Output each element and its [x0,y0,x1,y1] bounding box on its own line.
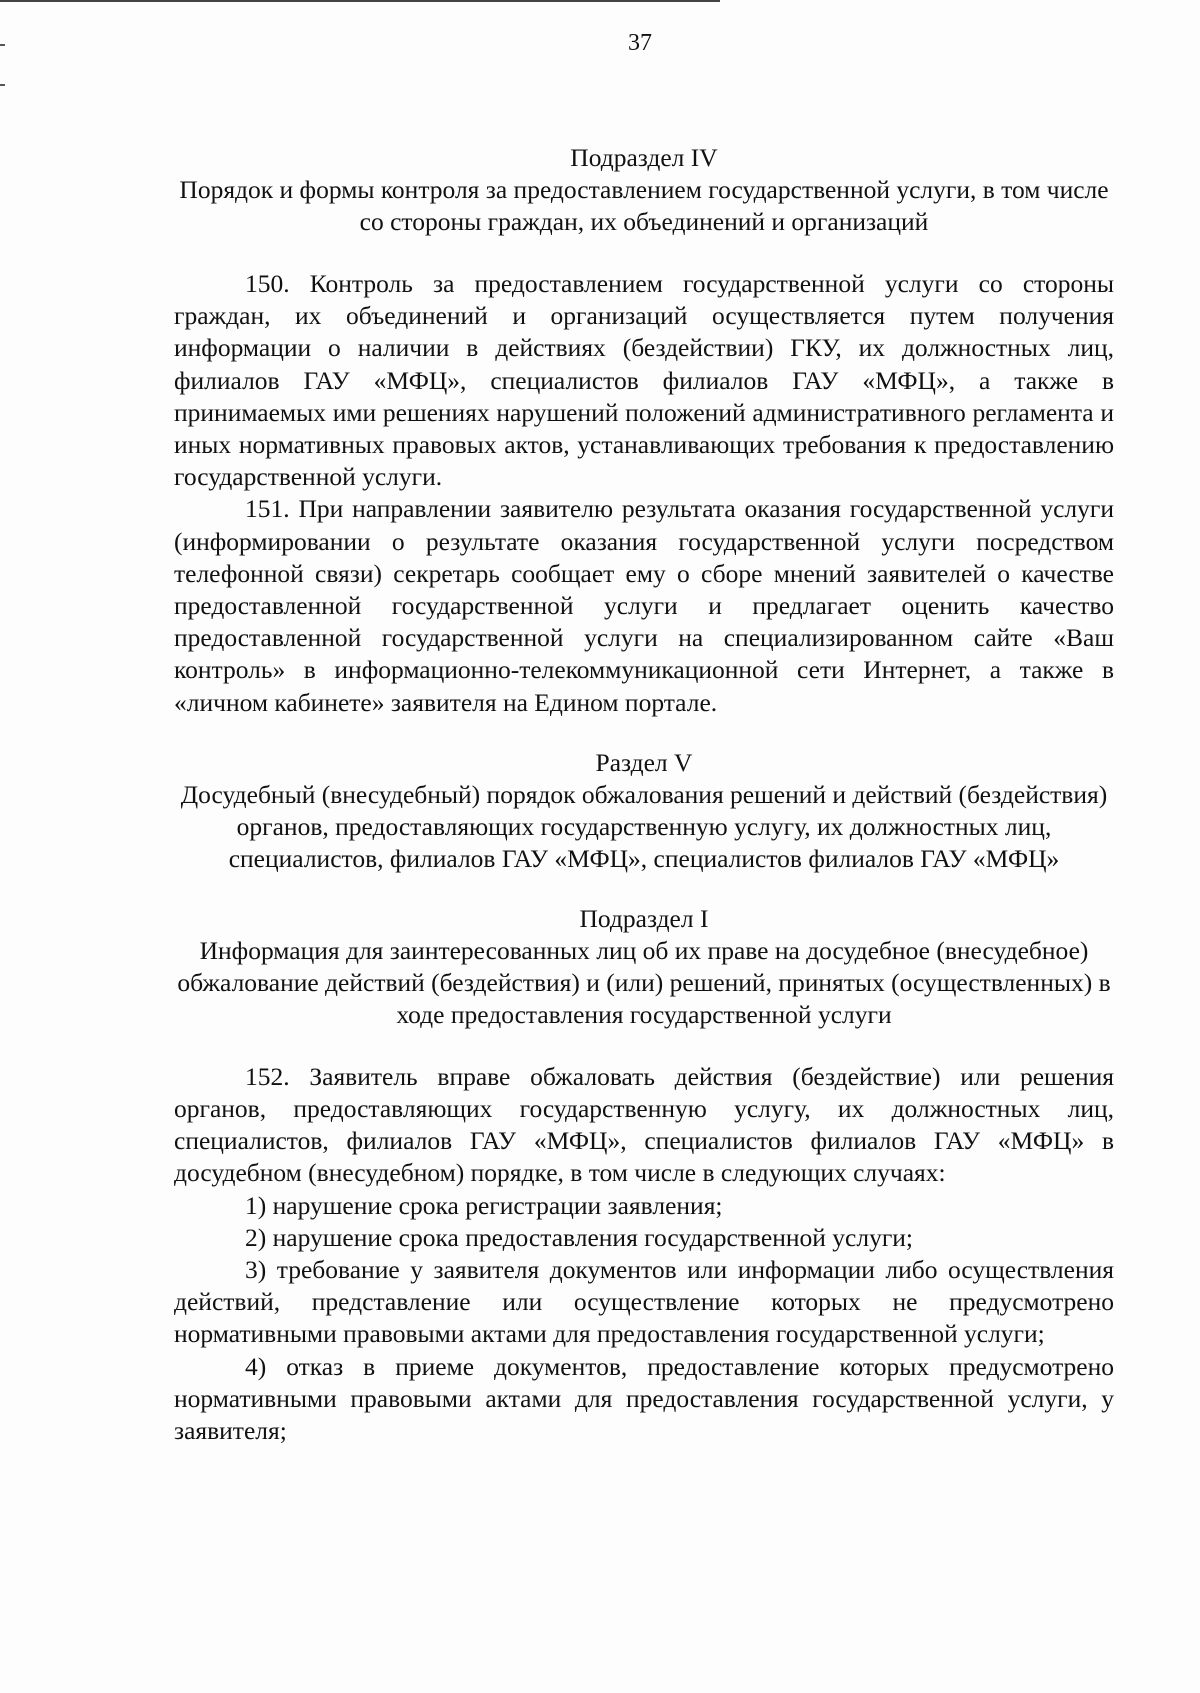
subsection-i-label: Подраздел I [579,903,709,933]
list-item-3: 3) требование у заявителя документов или информации либо осуществления действий, представление или осуществление которых не предусмотрено нормативными правовыми актами для предоставления государственной услуги; [174,1255,1114,1349]
page-number: 37 [628,30,652,56]
paragraph-151: 151. При направлении заявителю результата оказания государственной услуги (информировании о результате оказания государственной услуги посредством телефонной связи) секретарь сообщает ему о сборе мнений заявителей о качестве предоставленной государственной услуги и предлагает оценить качество предоставленной государственной услуги на специализированном сайте «Ваш контроль» в информационно-телекоммуникационной сети Интернет, а также в «личном кабинете» заявителя на Едином портале. [174,494,1114,717]
subsection-iv-label: Подраздел IV [570,143,718,172]
scan-edge-mark [0,84,5,86]
list-item-2: 2) нарушение срока предоставления государственной услуги; [245,1222,914,1252]
paragraph-152: 152. Заявитель вправе обжаловать действия (бездействие) или решения органов, предоставляющих государственную услугу, их должностных лиц, специалистов, филиалов ГАУ «МФЦ», специалистов филиалов ГАУ «МФЦ» в досудебном (внесудебном) порядке, в том числе в следующих случаях: [174,1061,1114,1188]
list-item-1: 1) нарушение срока регистрации заявления; [245,1190,723,1220]
list-item-4: 4) отказ в приеме документов, предоставление которых предусмотрено нормативными правовыми актами для предоставления государственной услуги, у заявителя; [174,1351,1114,1446]
subsection-iv-title: Порядок и формы контроля за предоставлением государственной услуги, в том числе со стороны граждан, их объединений и организаций [179,175,1109,236]
section-v-title: Досудебный (внесудебный) порядок обжалования решений и действий (бездействия) органов, предоставляющих государственную услугу, их должностных лиц, специалистов, филиалов ГАУ «МФЦ», специалистов филиалов ГАУ «МФЦ» [180,779,1108,873]
section-v-heading [174,747,1114,875]
subsection-iv-heading [174,142,1114,238]
subsection-i-heading [174,903,1114,1031]
section-v-label: Раздел V [595,747,693,777]
document-body [174,142,1114,1447]
scan-top-rule [0,0,720,2]
subsection-i-title: Информация для заинтересованных лиц об их праве на досудебное (внесудебное) обжалование действий (бездействия) и (или) решений, принятых (осуществленных) в ходе предоставления государственной услуги [177,935,1111,1029]
paragraph-150: 150. Контроль за предоставлением государственной услуги со стороны граждан, их объединений и организаций осуществляется путем получения информации о наличии в действиях (бездействии) ГКУ, их должностных лиц, филиалов ГАУ «МФЦ», специалистов филиалов ГАУ «МФЦ», а также в принимаемых ими решениях нарушений положений административного регламента и иных нормативных правовых актов, устанавливающих требования к предоставлению государственной услуги. [174,269,1114,492]
